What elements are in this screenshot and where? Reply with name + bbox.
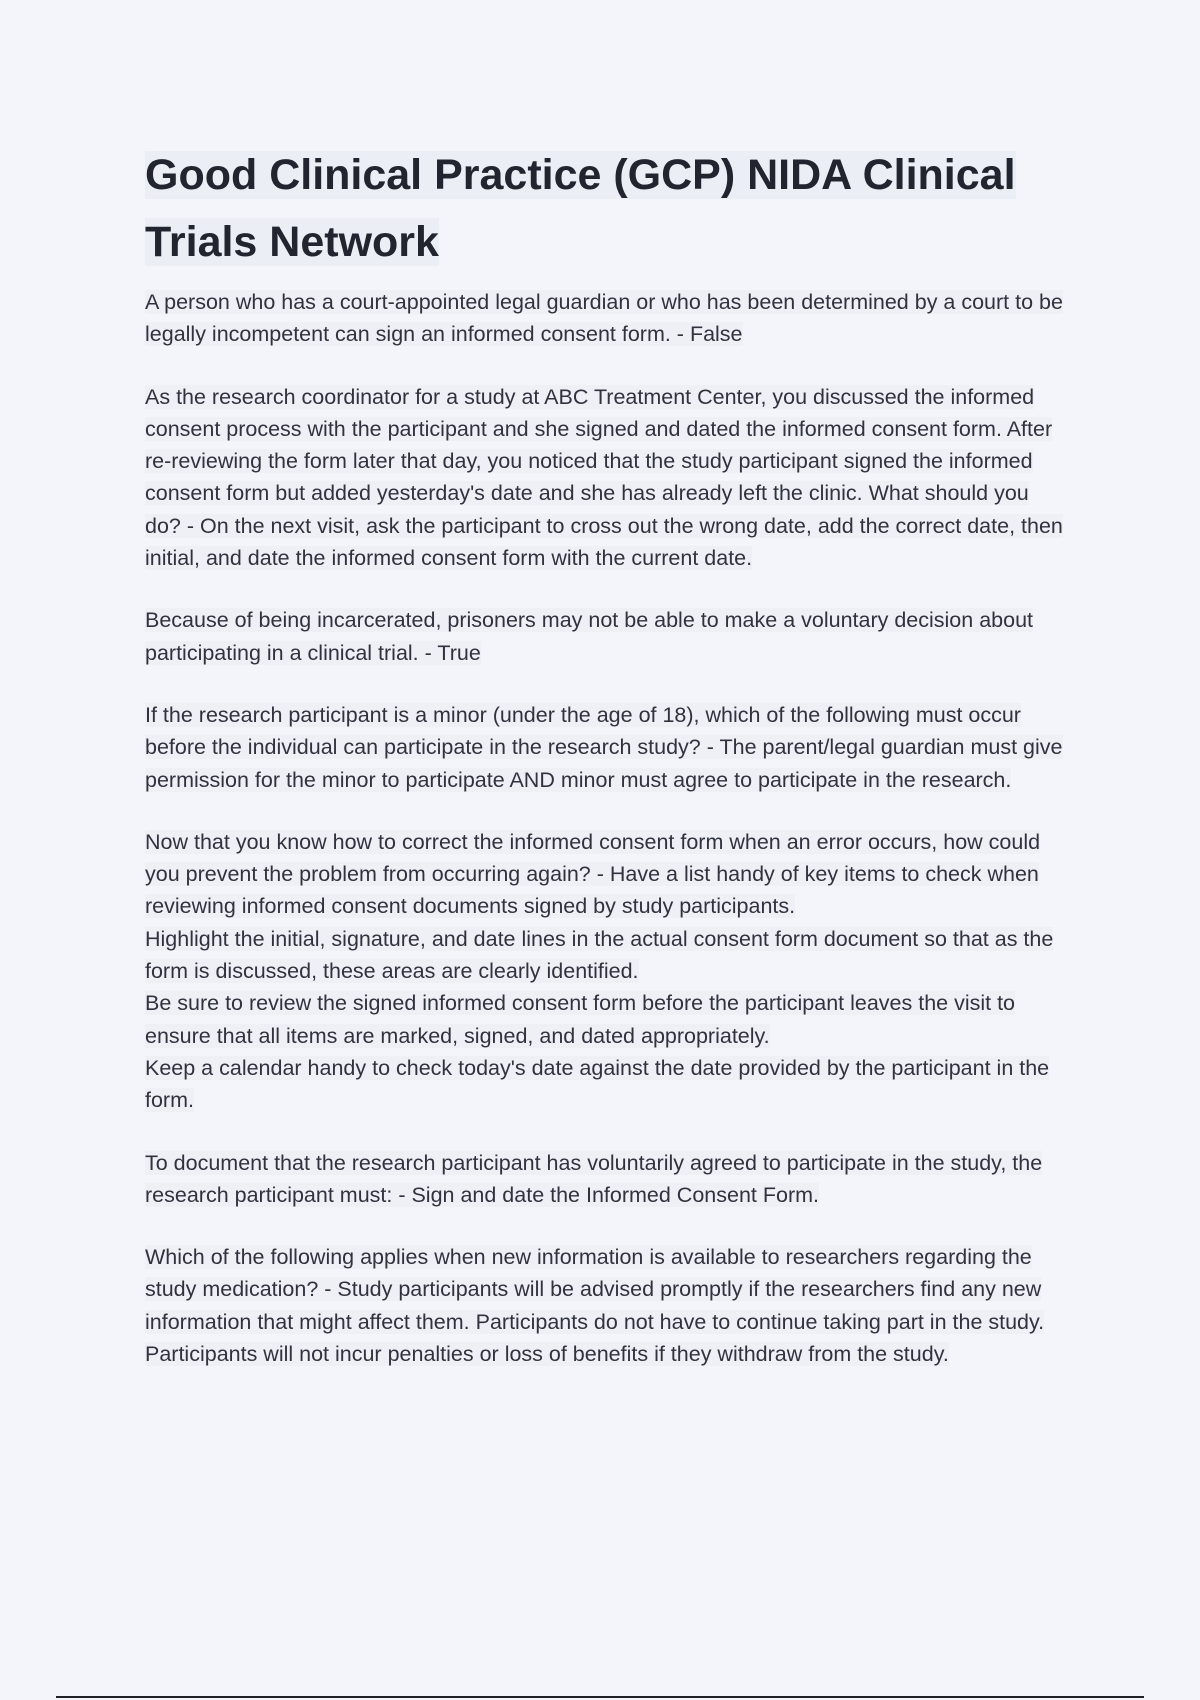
qa-item-text: A person who has a court-appointed legal guardian or who has been determined by a court to be legally incompetent can sign an informed consent form. - False xyxy=(145,290,1063,347)
qa-item-5 xyxy=(145,826,1065,1117)
qa-item-6 xyxy=(145,1147,1065,1212)
qa-item-text: Which of the following applies when new information is available to researchers regarding the study medication? - Study participants will be advised promptly if the researchers find any new information that might affect them. Participants do not have to continue taking part in the study. Participants will not incur penalties or loss of benefits if they withdraw from the study. xyxy=(145,1245,1045,1367)
qa-item-3 xyxy=(145,604,1065,669)
page-title xyxy=(145,142,1065,276)
qa-item-continuation: Keep a calendar handy to check today's date against the date provided by the participant in the form. xyxy=(145,1055,1050,1113)
qa-item-text: Now that you know how to correct the informed consent form when an error occurs, how could you prevent the problem from occurring again? - Have a list handy of key items to check when reviewing informed consent documents signed by study participants. xyxy=(145,829,1041,919)
document-content xyxy=(145,142,1065,1400)
page-title-text: Good Clinical Practice (GCP) NIDA Clinical Trials Network xyxy=(145,151,1016,266)
qa-item-4 xyxy=(145,699,1065,796)
qa-item-2 xyxy=(145,381,1065,575)
qa-item-1 xyxy=(145,286,1065,351)
footer-divider xyxy=(56,1696,1144,1698)
qa-item-text: As the research coordinator for a study at ABC Treatment Center, you discussed the informed consent process with the participant and she signed and dated the informed consent form. After re-reviewing the form later that day, you noticed that the study participant signed the informed consent form but added yesterday's date and she has already left the clinic. What should you do? - On the next visit, ask the participant to cross out the wrong date, add the correct date, then initial, and date the informed consent form with the current date. xyxy=(145,384,1063,571)
qa-item-text: To document that the research participant has voluntarily agreed to participate in the study, the research participant must: - Sign and date the Informed Consent Form. xyxy=(145,1150,1043,1207)
qa-item-text: Because of being incarcerated, prisoners may not be able to make a voluntary decision about participating in a clinical trial. - True xyxy=(145,608,1033,665)
qa-item-continuation: Be sure to review the signed informed consent form before the participant leaves the visit to ensure that all items are marked, signed, and dated appropriately. xyxy=(145,991,1016,1048)
qa-item-text: If the research participant is a minor (under the age of 18), which of the following must occur before the individual can participate in the research study? - The parent/legal guardian must give permission for the minor to participate AND minor must agree to participate in the research. xyxy=(145,702,1063,792)
qa-item-7 xyxy=(145,1241,1065,1370)
qa-item-continuation: Highlight the initial, signature, and date lines in the actual consent form document so that as the form is discussed, these areas are clearly identified. xyxy=(145,926,1054,984)
